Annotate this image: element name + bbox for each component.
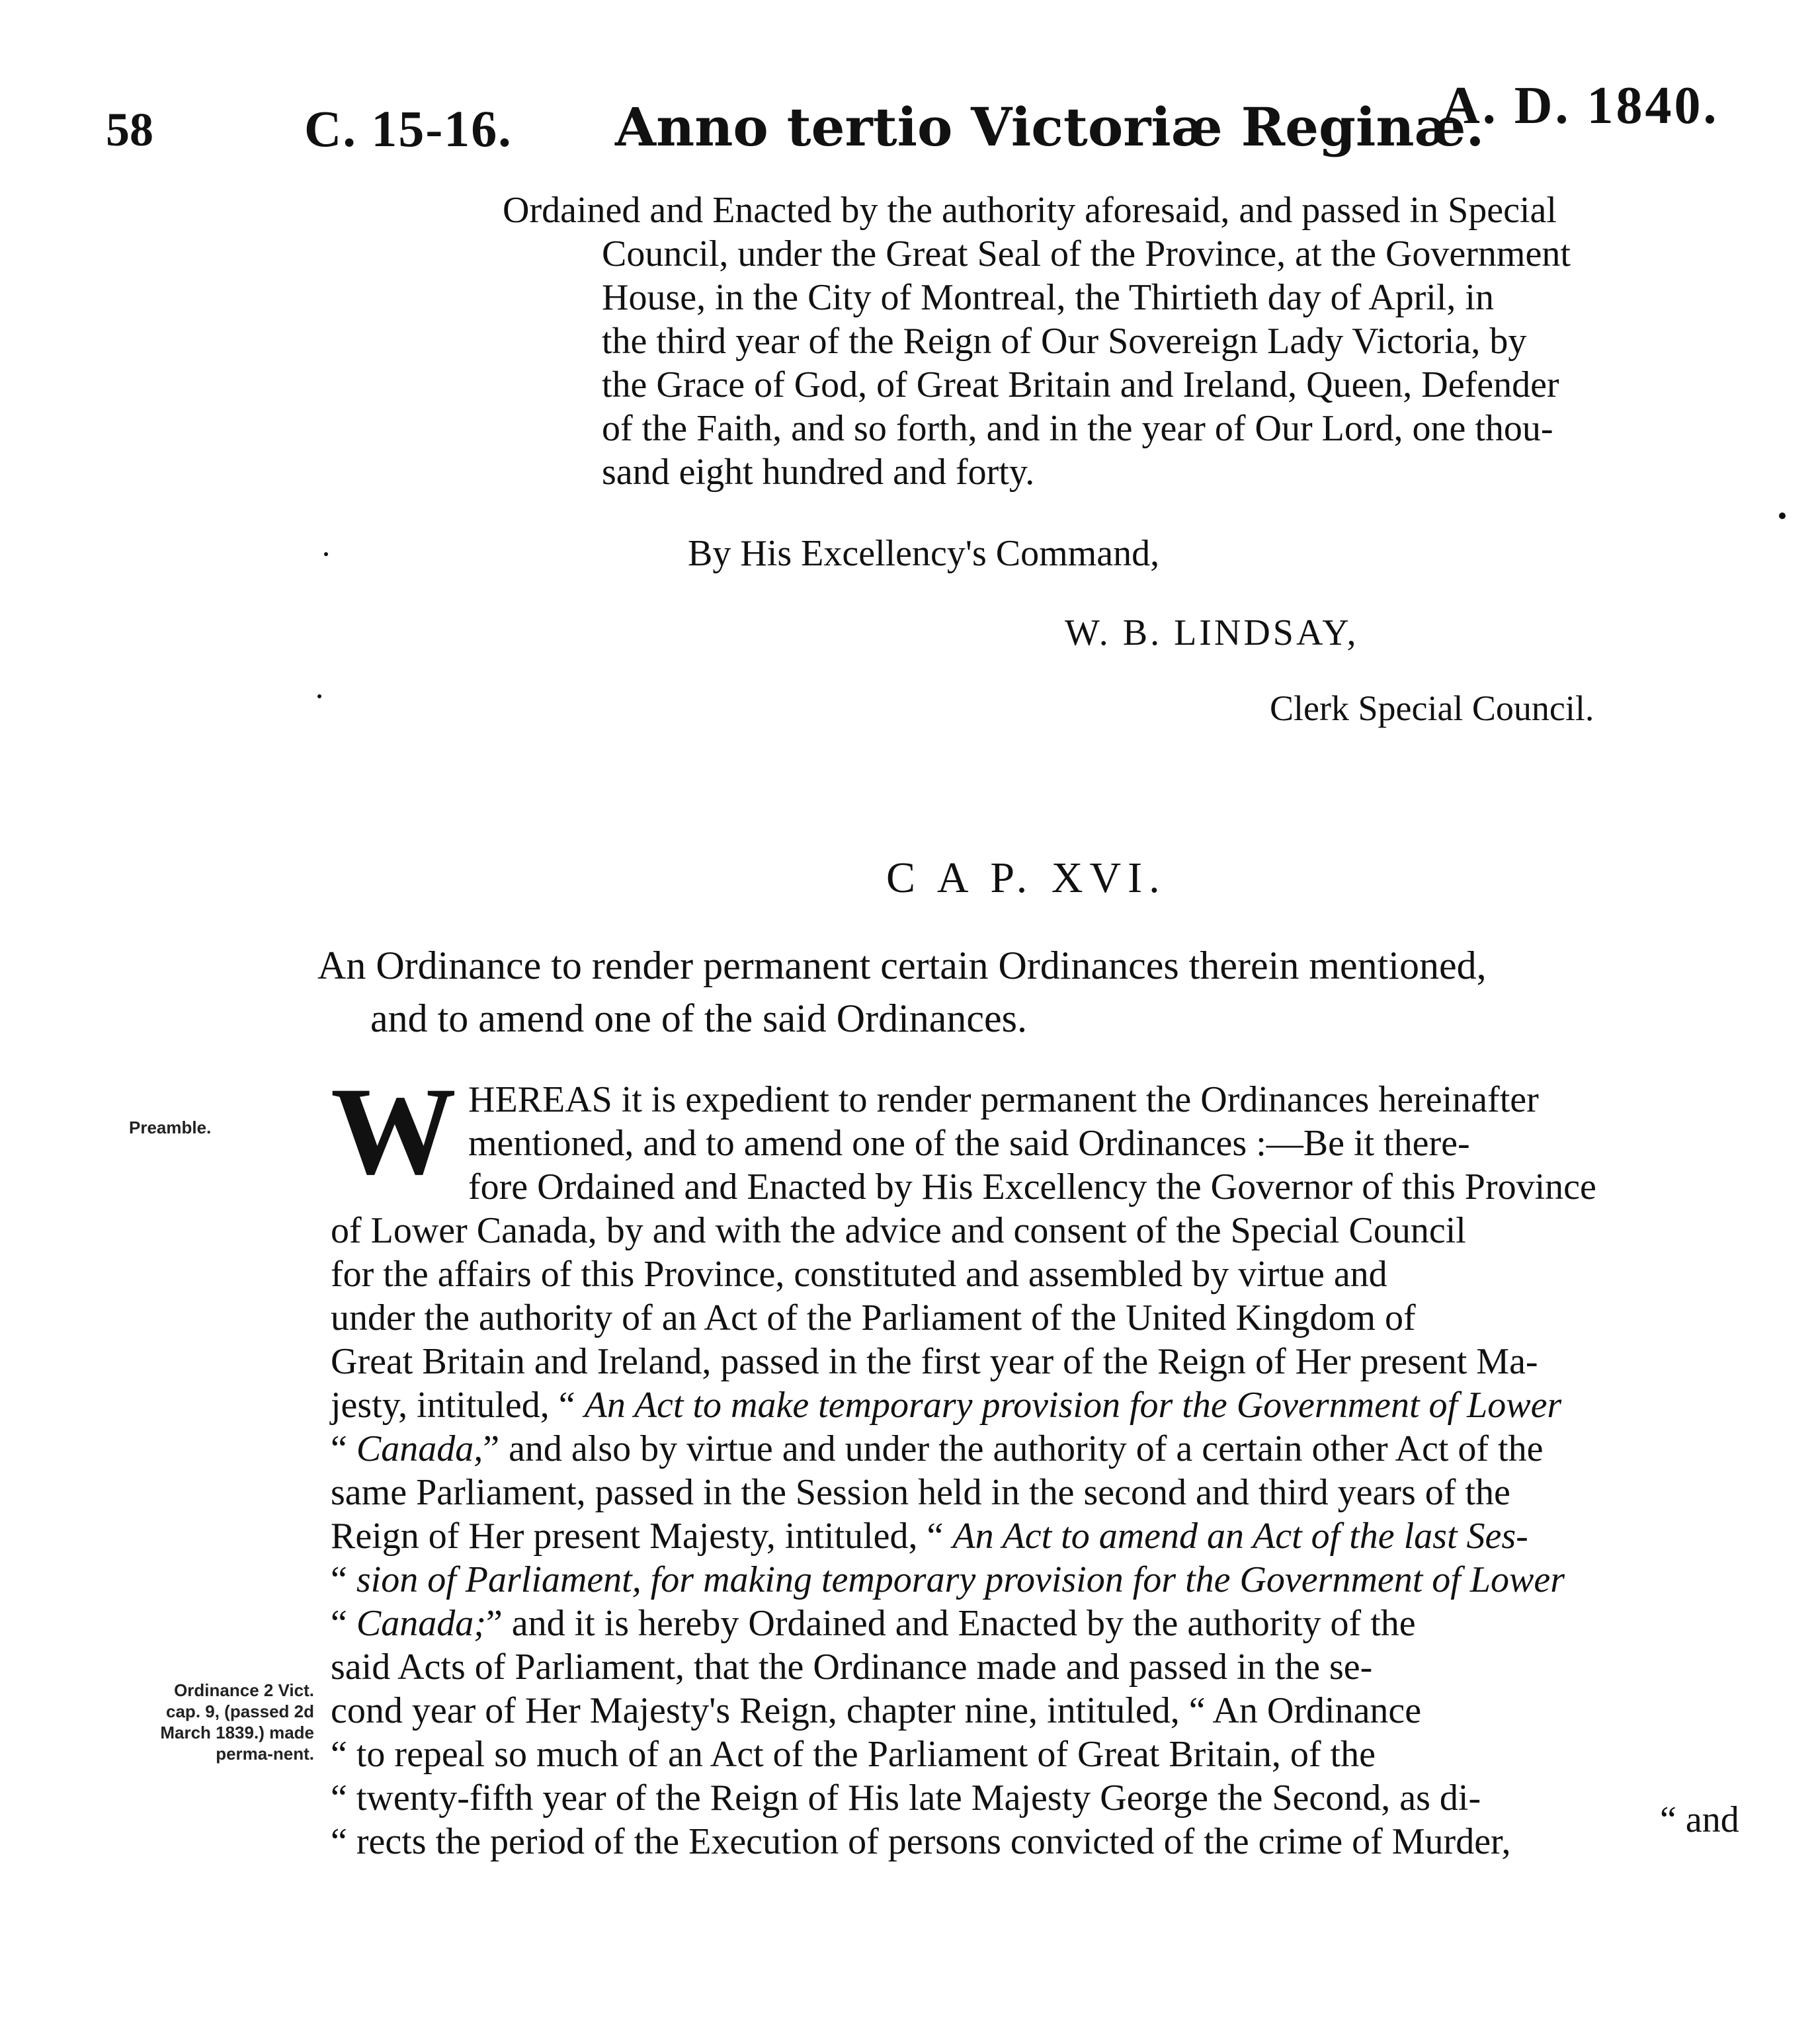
body-text-italic: Canada, [356, 1428, 483, 1469]
ordinance-title-line: and to amend one of the said Ordinances. [370, 997, 1028, 1040]
signer-name: W. B. LINDSAY, [1065, 612, 1359, 653]
margin-note-preamble: Preamble. [129, 1118, 212, 1137]
body-line: mentioned, and to amend one of the said Ordinances :—Be it there- [468, 1123, 1470, 1164]
body-line [331, 1427, 1759, 1471]
enactment-line: the Grace of God, of Great Britain and Ireland, Queen, Defender [602, 364, 1559, 405]
chapter-heading: C A P. XVI. [886, 854, 1167, 902]
catchword: “ and [1660, 1799, 1739, 1840]
body-line: said Acts of Parliament, that the Ordinance made and passed in the se- [331, 1647, 1373, 1688]
preamble-body [331, 1062, 1759, 1863]
enactment-line: sand eight hundred and forty. [602, 452, 1035, 493]
body-text-roman: jesty, intituled, “ [331, 1385, 585, 1426]
body-text-italic: An Act to amend an Act of the last Ses- [952, 1516, 1528, 1557]
body-line: Great Britain and Ireland, passed in the first year of the Reign of Her present Ma- [331, 1341, 1538, 1382]
body-line: cond year of Her Majesty's Reign, chapter nine, intituled, “ An Ordinance [331, 1690, 1422, 1731]
year-heading: A. D. 1840. [1442, 77, 1719, 135]
print-speck [1779, 512, 1786, 519]
signer-title: Clerk Special Council. [1270, 688, 1594, 728]
body-line: HEREAS it is expedient to render permanent the Ordinances hereinafter [468, 1079, 1539, 1120]
command-line: By His Excellency's Command, [688, 533, 1160, 574]
enactment-line: House, in the City of Montreal, the Thirtieth day of April, in [602, 277, 1494, 318]
body-text-roman: Reign of Her present Majesty, intituled, “ [331, 1516, 953, 1557]
body-line: fore Ordained and Enacted by His Excellency the Governor of this Province [468, 1166, 1596, 1207]
body-text-roman: “ [331, 1428, 356, 1469]
body-line: of Lower Canada, by and with the advice and consent of the Special Council [331, 1210, 1466, 1251]
body-line: under the authority of an Act of the Parliament of the United Kingdom of [331, 1297, 1416, 1338]
body-line [331, 1602, 1759, 1645]
chapter-reference: C. 15-16. [304, 100, 513, 157]
body-line: “ rects the period of the Execution of persons convicted of the crime of Murder, [331, 1821, 1511, 1862]
body-text-roman: ” and also by virtue and under the authority of a certain other Act of the [483, 1428, 1544, 1469]
body-line [331, 1383, 1759, 1427]
body-text-italic: An Act to make temporary provision for the Government of Lower [584, 1385, 1562, 1426]
ordinance-title-line: An Ordinance to render permanent certain Ordinances therein mentioned, [317, 944, 1487, 987]
body-line: same Parliament, passed in the Session held in the second and third years of the [331, 1472, 1510, 1513]
print-speck [324, 552, 328, 556]
reign-title: Anno tertio Victoriæ Reginæ. [615, 96, 1485, 158]
drop-cap: W [331, 1062, 456, 1201]
enactment-line: Council, under the Great Seal of the Province, at the Government [602, 233, 1571, 274]
body-line [331, 1558, 1759, 1602]
margin-note-ordinance: Ordinance 2 Vict. cap. 9, (passed 2d March 1839.) made perma-nent. [160, 1680, 314, 1764]
body-text-roman: “ [331, 1559, 356, 1600]
running-header [0, 63, 1816, 158]
body-line: “ twenty-fifth year of the Reign of His late Majesty George the Second, as di- [331, 1778, 1481, 1819]
body-text-italic: Canada; [356, 1603, 486, 1644]
print-speck [317, 694, 321, 698]
body-line: for the affairs of this Province, constituted and assembled by virtue and [331, 1254, 1387, 1295]
enactment-line: of the Faith, and so forth, and in the year of Our Lord, one thou- [602, 408, 1553, 449]
page-number: 58 [106, 103, 153, 156]
body-line: “ to repeal so much of an Act of the Parliament of Great Britain, of the [331, 1734, 1376, 1775]
body-text-roman: ” and it is hereby Ordained and Enacted by the authority of the [485, 1603, 1416, 1644]
body-line [331, 1514, 1759, 1558]
enactment-line: the third year of the Reign of Our Sovereign Lady Victoria, by [602, 321, 1527, 362]
enactment-paragraph [503, 188, 1753, 494]
body-text-italic: sion of Parliament, for making temporary provision for the Government of Lower [356, 1559, 1565, 1600]
ordinance-title [317, 939, 1759, 1045]
body-text-roman: “ [331, 1603, 356, 1644]
enactment-line: Ordained and Enacted by the authority aforesaid, and passed in Special [503, 190, 1557, 231]
